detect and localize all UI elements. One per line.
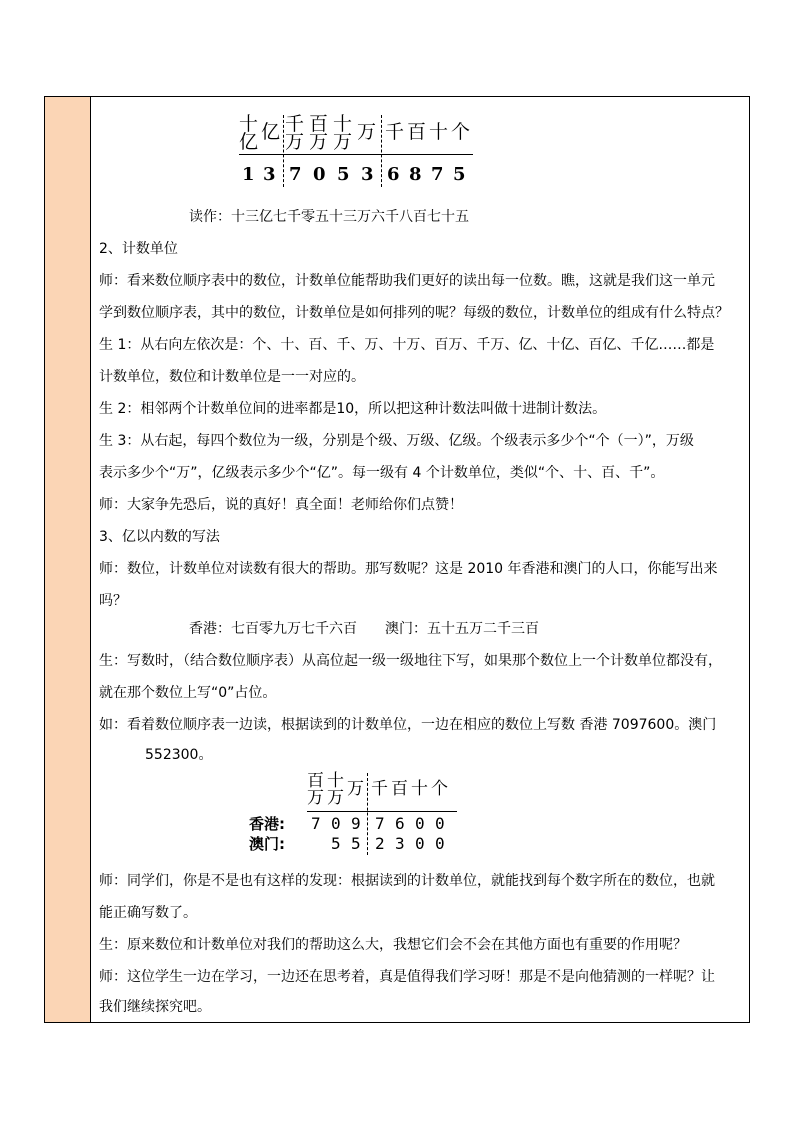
population-line: 香港：七百零九万七千六百 澳门：五十五万二千三百 [189,621,539,637]
paragraph: 生 1：从右向左依次是：个、十、百、千、万、十万、百万、千万、亿、十亿、百亿、千亿……都是 [99,337,715,353]
paragraph: 师：数位，计数单位对读数有很大的帮助。那写数呢？这是 2010 年香港和澳门的人口，你能写出来 [99,561,718,577]
paragraph: 表示多少个“万”，亿级表示多少个“亿”。每一级有 4 个计数单位，类似“个、十、百、千”。 [99,465,665,481]
paragraph: 552300。 [145,747,213,763]
place-value-table-2 [249,773,509,857]
paragraph: 生：写数时，（结合数位顺序表）从高位起一级一级地往下写，如果那个数位上一个计数单位都没有， [99,653,722,669]
unit-ten-million: 千 万 [285,113,305,153]
paragraph: 生 3：从右起，每四个数位为一级，分别是个级、万级、亿级。个级表示多少个“个（一）”，万级 [99,433,694,449]
paragraph: 师：这位学生一边在学习，一边还在思考着，真是值得我们学习呀！那是不是向他猜测的一样呢？让 [99,969,715,985]
digit: 0 [415,834,425,853]
unit-hundred: 百 [391,779,408,799]
digit: 5 [331,834,341,853]
digit: 7 [375,814,385,833]
unit-ten-thousand: 万 [347,779,364,799]
digit: 0 [331,814,341,833]
digit: 7 [311,814,321,833]
unit-hundred: 百 [407,121,427,143]
paragraph: 计数单位，数位和计数单位是一一对应的。 [99,369,365,385]
place-value-table-1 [239,115,479,187]
digit: 8 [409,164,422,185]
paragraph: 如：看着数位顺序表一边读，根据读到的计数单位，一边在相应的数位上写数 香港 7097600。澳门 [99,717,717,733]
paragraph: 我们继续探究吧。 [99,999,211,1015]
paragraph: 师：同学们，你是不是也有这样的发现：根据读到的计数单位，就能找到每个数字所在的数位，也就 [99,873,715,889]
unit-ten-billion: 十 亿 [239,113,259,153]
read-as-line: 读作：十三亿七千零五十三万六千八百七十五 [189,209,469,225]
unit-ten-thousand: 万 [357,121,377,143]
paragraph: 学到数位顺序表，其中的数位，计数单位是如何排列的呢？每级的数位，计数单位的组成有什么特点？ [99,305,729,321]
side-column [45,97,91,1022]
unit-one: 个 [451,121,471,143]
unit-billion: 亿 [261,121,281,143]
unit-million: 百 万 [307,771,324,808]
digit: 5 [453,164,466,185]
digit: 3 [361,164,374,185]
heading-counting-units: 2、计数单位 [99,241,178,257]
header-rule [239,154,473,155]
unit-hundred-thousand: 十 万 [327,771,344,808]
paragraph: 生 2：相邻两个计数单位间的进率都是10，所以把这种计数法叫做十进制计数法。 [99,401,607,417]
digit: 3 [263,164,276,185]
digit: 0 [435,834,445,853]
digit: 0 [415,814,425,833]
paragraph: 就在那个数位上写“0”占位。 [99,685,277,701]
level-divider [367,773,368,855]
level-divider [381,115,382,187]
unit-thousand: 千 [385,121,405,143]
paragraph: 师：看来数位顺序表中的数位，计数单位能帮助我们更好的读出每一位数。瞧，这就是我们这一单元 [99,273,715,289]
digit: 0 [313,164,326,185]
unit-hundred-thousand: 十 万 [333,113,353,153]
heading-writing-numbers: 3、亿以内数的写法 [99,529,220,545]
unit-one: 个 [431,779,448,799]
digit: 6 [387,164,400,185]
hong-kong-label: 香港: [249,815,285,833]
header-rule [307,811,457,812]
digit: 9 [351,814,361,833]
digit: 1 [242,164,255,185]
level-divider [283,115,284,187]
digit: 6 [395,814,405,833]
paragraph: 师：大家争先恐后，说的真好！真全面！老师给你们点赞！ [99,497,463,513]
paragraph: 生：原来数位和计数单位对我们的帮助这么大，我想它们会不会在其他方面也有重要的作用呢？ [99,937,687,953]
unit-ten: 十 [429,121,449,143]
digit: 2 [375,834,385,853]
digit: 5 [351,834,361,853]
content-cell [91,97,749,1022]
lesson-table [44,96,750,1023]
paragraph: 能正确写数了。 [99,905,197,921]
digit: 5 [337,164,350,185]
macau-label: 澳门: [249,835,285,853]
digit: 0 [435,814,445,833]
digit: 3 [395,834,405,853]
paragraph: 吗？ [99,593,127,609]
unit-thousand: 千 [371,779,388,799]
unit-ten: 十 [411,779,428,799]
digit: 7 [431,164,444,185]
digit: 7 [289,164,302,185]
unit-million: 百 万 [309,113,329,153]
